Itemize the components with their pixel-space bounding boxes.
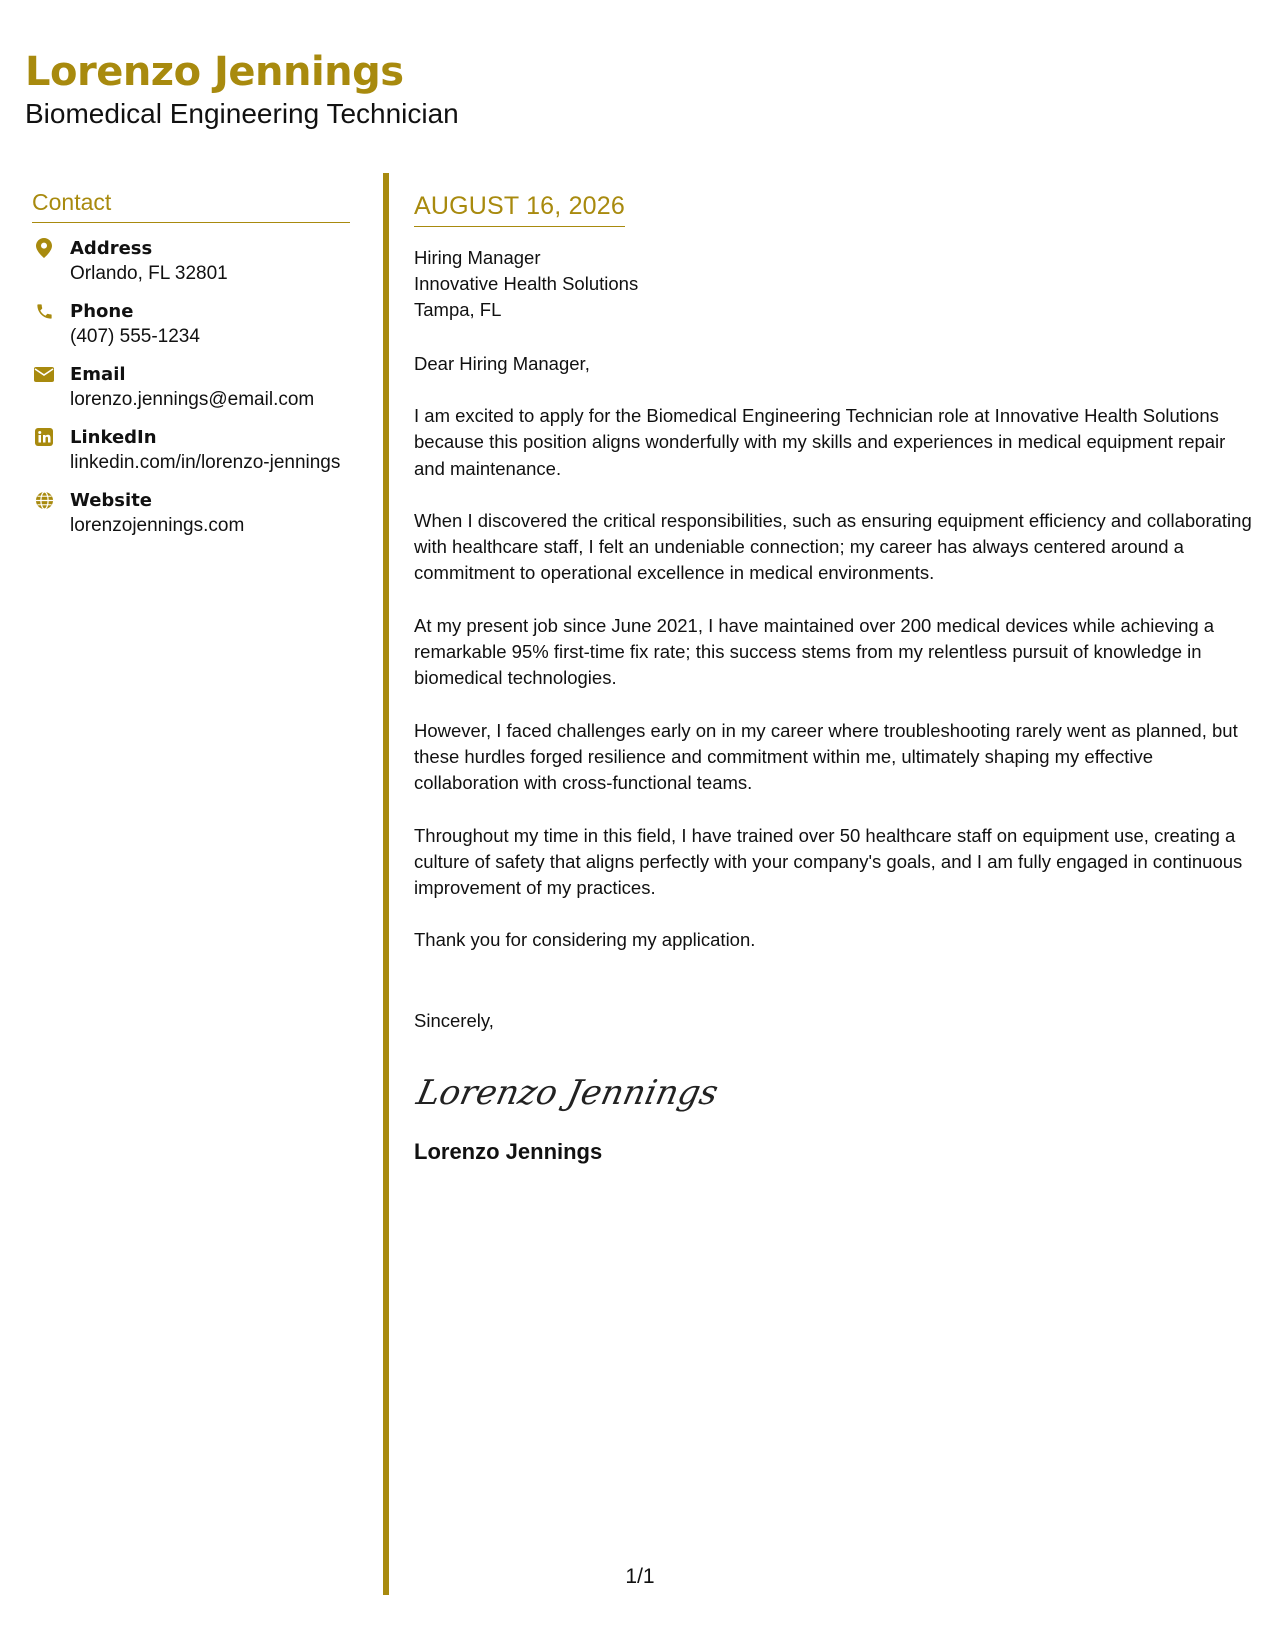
applicant-role: Biomedical Engineering Technician: [25, 98, 459, 129]
contact-item-address: [32, 237, 350, 300]
letter-body: [414, 190, 1254, 1166]
paragraph: At my present job since June 2021, I have maintained over 200 medical devices while achieving a remarkable 95% first-time fix rate; this success stems from my relentless pursuit of knowledge in biomedical technologies.: [414, 614, 1215, 689]
signature-graphic: [413, 1062, 722, 1122]
paragraph: Throughout my time in this field, I have trained over 50 healthcare staff on equipment use, creating a culture of safety that aligns perfectly with your company's goals, and I am fully engaged in continuous improvement of my practices.: [414, 824, 1243, 899]
contact-title: Contact: [32, 188, 350, 223]
paragraph: However, I faced challenges early on in my career where troubleshooting rarely went as planned, but these hurdles forged resilience and commitment within me, ultimately shaping my effective collaboration with cross-functional teams.: [414, 719, 1238, 794]
contact-label: Address: [70, 238, 153, 259]
closing: Sincerely,: [414, 1009, 494, 1031]
page-number: 1/1: [625, 1565, 655, 1588]
letter-date: AUGUST 16, 2026: [414, 190, 625, 227]
contact-label: Phone: [70, 301, 134, 322]
linkedin-icon: [34, 427, 54, 447]
recipient-location: Tampa, FL: [414, 299, 502, 320]
contact-item-linkedin: [32, 426, 350, 489]
contact-item-phone: [32, 300, 350, 363]
recipient-title: Hiring Manager: [414, 247, 541, 268]
contact-value: lorenzojennings.com: [70, 515, 245, 536]
signature-text: Lorenzo Jennings: [413, 1073, 722, 1113]
contact-list: [32, 237, 350, 552]
vertical-divider: [383, 173, 389, 1595]
envelope-icon: [34, 364, 54, 384]
map-pin-icon: [34, 238, 54, 258]
contact-value: linkedin.com/in/lorenzo-jennings: [70, 452, 341, 473]
paragraph: When I discovered the critical responsibilities, such as ensuring equipment efficiency and collaborating with healthcare staff, I felt an undeniable connection; my career has always centered around a commitment to operational excellence in medical environments.: [414, 509, 1252, 584]
applicant-name: Lorenzo Jennings: [25, 49, 404, 95]
contact-label: LinkedIn: [70, 427, 157, 448]
resume-header: [25, 48, 459, 132]
contact-sidebar: [32, 188, 350, 552]
recipient-company: Innovative Health Solutions: [414, 273, 639, 294]
contact-label: Email: [70, 364, 126, 385]
phone-icon: [34, 301, 54, 321]
signer-name: Lorenzo Jennings: [414, 1138, 603, 1164]
greeting: Dear Hiring Manager,: [414, 353, 590, 374]
contact-label: Website: [70, 490, 153, 511]
contact-value: Orlando, FL 32801: [70, 263, 228, 284]
recipient-block: [414, 245, 1254, 323]
globe-icon: [34, 490, 54, 510]
paragraph: I am excited to apply for the Biomedical Engineering Technician role at Innovative Health Solutions because this position aligns wonderfully with my skills and experiences in medical equipment repair and maintenance.: [414, 405, 1226, 479]
contact-item-email: [32, 363, 350, 426]
handwritten-signature: [414, 1062, 1254, 1122]
paragraph: Thank you for considering my application.: [414, 929, 756, 951]
contact-value: (407) 555-1234: [70, 326, 200, 347]
contact-item-website: [32, 489, 350, 552]
contact-value: lorenzo.jennings@email.com: [70, 389, 315, 410]
